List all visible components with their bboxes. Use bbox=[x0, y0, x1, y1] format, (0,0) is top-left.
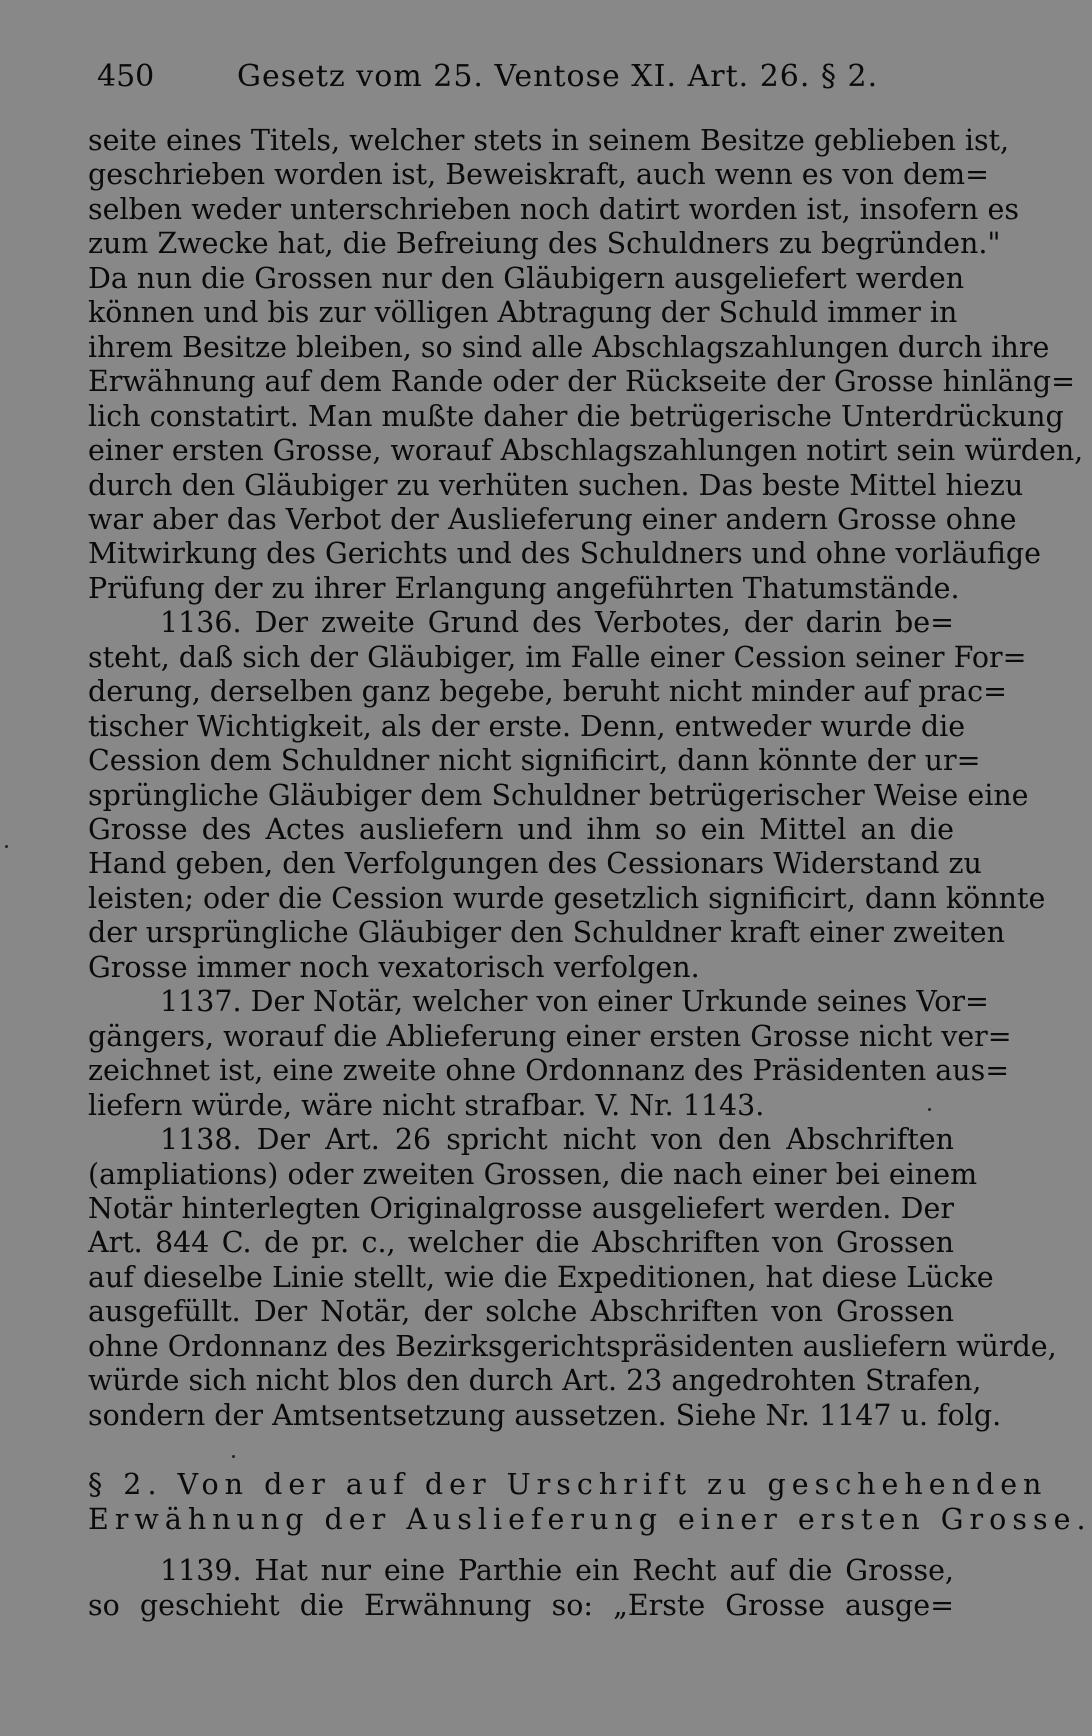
page-header bbox=[97, 52, 957, 102]
text-line: zeichnet ist, eine zweite ohne Ordonnanz des Präsidenten aus= bbox=[88, 1054, 1010, 1088]
text-line: Cession dem Schuldner nicht significirt, dann könnte der ur= bbox=[88, 744, 981, 778]
text-line: Mitwirkung des Gerichts und des Schuldners und ohne vorläufige bbox=[88, 537, 1041, 571]
text-line: so geschieht die Erwähnung so: „Erste Grosse ausge= bbox=[88, 1589, 954, 1622]
section-heading-line: Erwähnung der Auslieferung einer ersten Grosse. bbox=[88, 1503, 1092, 1536]
text-line: 1138. Der Art. 26 spricht nicht von den Abschriften bbox=[160, 1123, 954, 1157]
section-heading-line: § 2. Von der auf der Urschrift zu geschehenden bbox=[88, 1468, 1048, 1501]
text-line: Art. 844 C. de pr. c., welcher die Abschriften von Grossen bbox=[88, 1226, 954, 1260]
text-line: seite eines Titels, welcher stets in seinem Besitze geblieben ist, bbox=[88, 124, 1010, 157]
text-line: geschrieben worden ist, Beweiskraft, auch wenn es von dem= bbox=[88, 158, 990, 192]
text-line: durch den Gläubiger zu verhüten suchen. Das beste Mittel hiezu bbox=[88, 468, 1024, 502]
text-line: gängers, worauf die Ablieferung einer ersten Grosse nicht ver= bbox=[88, 1019, 1012, 1053]
text-line: Grosse immer noch vexatorisch verfolgen. bbox=[88, 950, 700, 984]
text-line: lich constatirt. Man mußte daher die betrügerische Unterdrückung bbox=[88, 399, 1064, 433]
text-line: Notär hinterlegten Originalgrosse ausgeliefert werden. Der bbox=[88, 1191, 954, 1225]
text-line: Erwähnung auf dem Rande oder der Rückseite der Grosse hinläng= bbox=[88, 365, 1076, 399]
text-line: Prüfung der zu ihrer Erlangung angeführten Thatumstände. bbox=[88, 571, 960, 605]
text-line: ihrem Besitze bleiben, so sind alle Abschlagszahlungen durch ihre bbox=[88, 330, 1050, 364]
speck bbox=[5, 845, 8, 848]
speck bbox=[928, 1108, 931, 1111]
running-title: Gesetz vom 25. Ventose XI. Art. 26. § 2. bbox=[237, 59, 879, 94]
text-line: ohne Ordonnanz des Bezirksgerichtspräsidenten ausliefern würde, bbox=[88, 1329, 1057, 1363]
text-line: sprüngliche Gläubiger dem Schuldner betrügerischer Weise eine bbox=[88, 778, 1029, 812]
text-line: tischer Wichtigkeit, als der erste. Denn, entweder wurde die bbox=[88, 709, 966, 743]
text-line: derung, derselben ganz begebe, beruht nicht minder auf prac= bbox=[88, 675, 1007, 709]
text-line: zum Zwecke hat, die Befreiung des Schuldners zu begründen." bbox=[88, 227, 1001, 261]
text-line: 1139. Hat nur eine Parthie ein Recht auf die Grosse, bbox=[160, 1554, 954, 1587]
text-line: (ampliations) oder zweiten Grossen, die nach einer bei einem bbox=[88, 1157, 978, 1191]
text-line: einer ersten Grosse, worauf Abschlagszahlungen notirt sein würden, bbox=[88, 434, 1084, 468]
text-line: Da nun die Grossen nur den Gläubigern ausgeliefert werden bbox=[88, 261, 965, 295]
text-line: können und bis zur völligen Abtragung der Schuld immer in bbox=[88, 296, 958, 330]
text-line: leisten; oder die Cession wurde gesetzlich significirt, dann könnte bbox=[88, 881, 1046, 915]
page-number: 450 bbox=[97, 59, 155, 94]
text-line: der ursprüngliche Gläubiger den Schuldner kraft einer zweiten bbox=[88, 916, 1005, 950]
text-line: war aber das Verbot der Auslieferung einer andern Grosse ohne bbox=[88, 502, 1017, 536]
text-line: selben weder unterschrieben noch datirt worden ist, insofern es bbox=[88, 192, 1019, 226]
text-line: 1136. Der zweite Grund des Verbotes, der darin be= bbox=[160, 606, 954, 640]
text-line: Hand geben, den Verfolgungen des Cessionars Widerstand zu bbox=[88, 847, 982, 881]
text-line: 1137. Der Notär, welcher von einer Urkunde seines Vor= bbox=[160, 985, 989, 1019]
text-line: liefern würde, wäre nicht strafbar. V. Nr. 1143. bbox=[88, 1088, 765, 1122]
text-line: würde sich nicht blos den durch Art. 23 angedrohten Strafen, bbox=[88, 1364, 982, 1398]
text-line: Grosse des Actes ausliefern und ihm so ein Mittel an die bbox=[88, 813, 954, 846]
text-line: steht, daß sich der Gläubiger, im Falle einer Cession seiner For= bbox=[88, 640, 1027, 674]
text-line: ausgefüllt. Der Notär, der solche Abschriften von Grossen bbox=[88, 1295, 954, 1329]
text-line: auf dieselbe Linie stellt, wie die Expeditionen, hat diese Lücke bbox=[88, 1260, 994, 1294]
speck bbox=[232, 1455, 235, 1458]
text-line: sondern der Amtsentsetzung aussetzen. Siehe Nr. 1147 u. folg. bbox=[88, 1398, 1002, 1432]
